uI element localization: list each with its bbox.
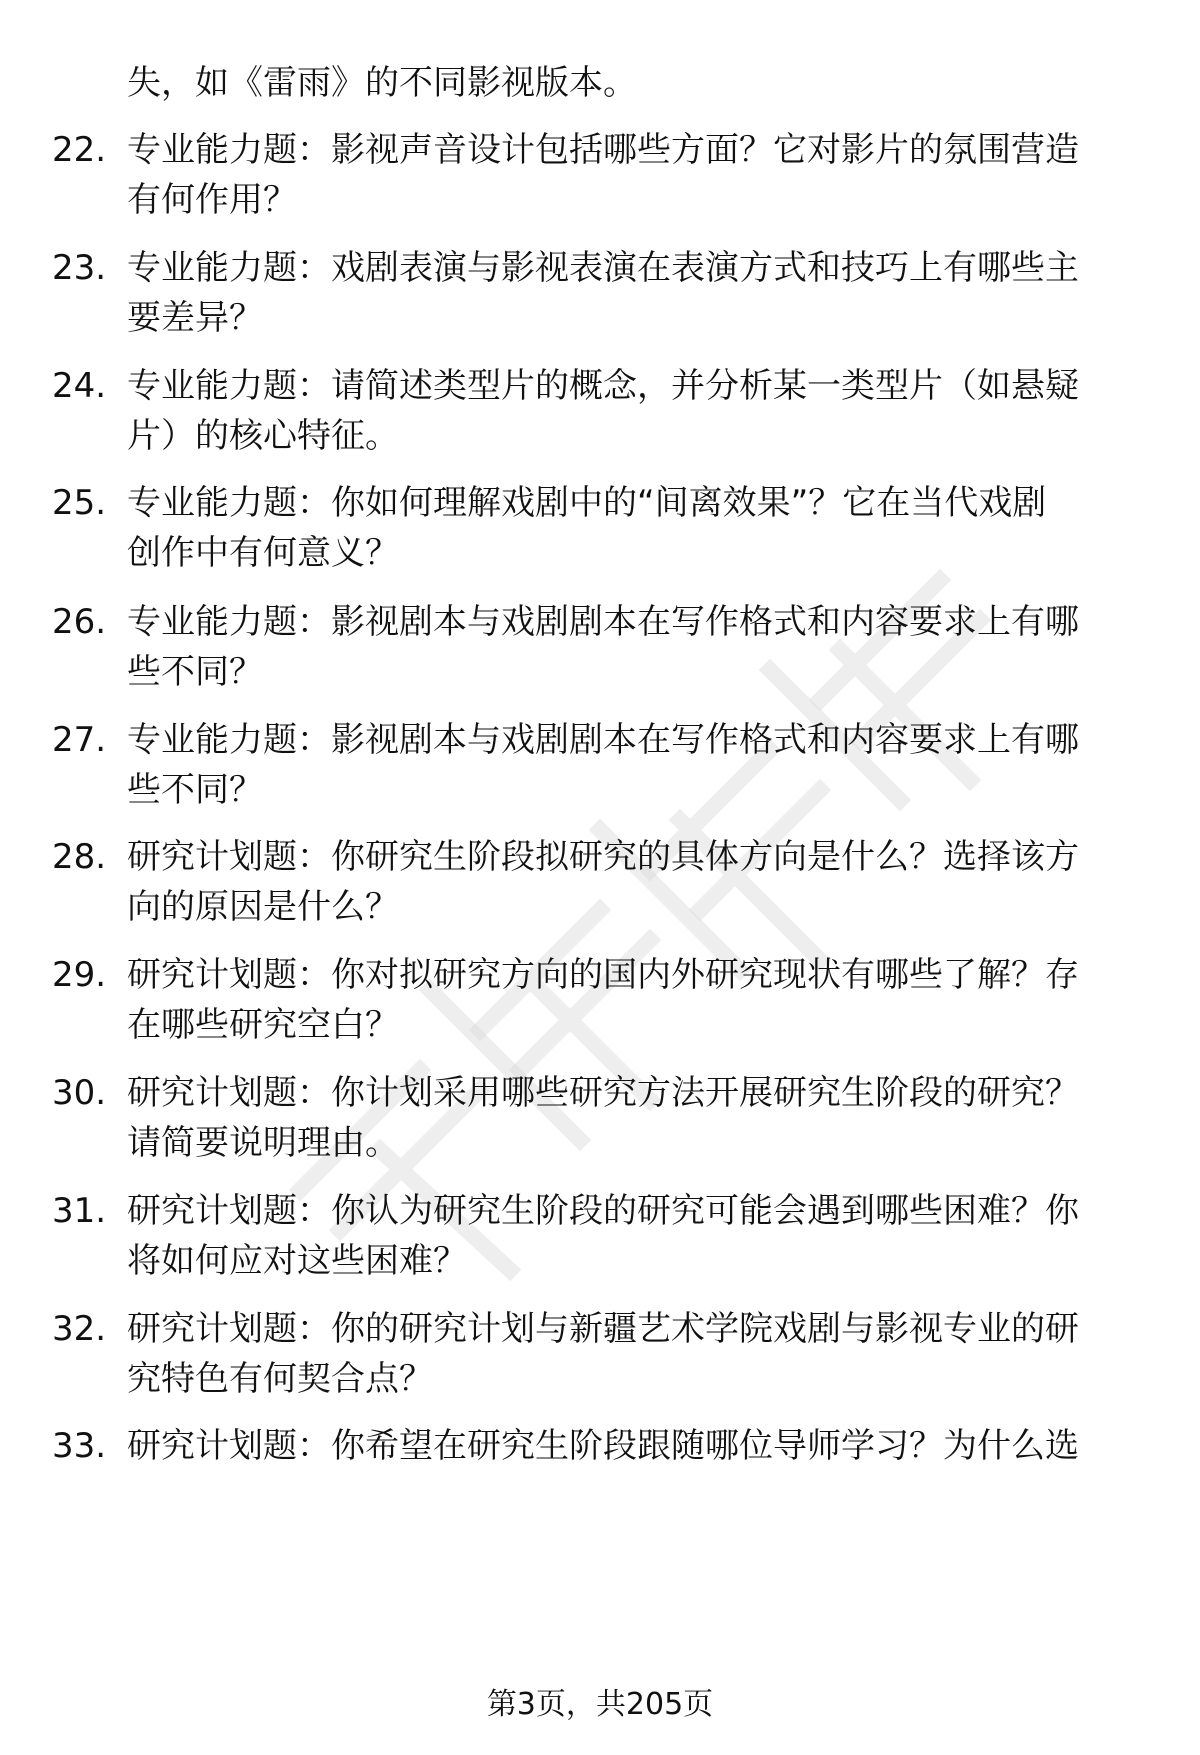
list-item: [52, 1186, 1142, 1286]
item-text: [127, 715, 1142, 815]
list-item: [52, 597, 1142, 697]
item-number: 22.: [52, 130, 107, 170]
item-text-line: 向的原因是什么？: [127, 887, 399, 927]
item-text: [127, 1068, 1142, 1168]
item-number: 32.: [52, 1309, 107, 1349]
item-text-line: 些不同？: [127, 652, 263, 692]
item-text-line: 专业能力题：影视剧本与戏剧剧本在写作格式和内容要求上有哪: [127, 602, 1079, 642]
page-number-footer: 第3页，共205页: [486, 1687, 714, 1722]
item-number: 33.: [52, 1426, 107, 1466]
item-text: [127, 243, 1142, 343]
item-number: 31.: [52, 1191, 107, 1231]
item-text: [127, 125, 1142, 225]
item-number: 23.: [52, 248, 107, 288]
item-text-line: 专业能力题：影视剧本与戏剧剧本在写作格式和内容要求上有哪: [127, 720, 1079, 760]
list-item: [52, 950, 1142, 1050]
item-number: 25.: [52, 483, 107, 523]
item-text-line: 研究计划题：你计划采用哪些研究方法开展研究生阶段的研究？: [127, 1073, 1079, 1113]
item-number: 24.: [52, 366, 107, 406]
item-text-line: 专业能力题：戏剧表演与影视表演在表演方式和技巧上有哪些主: [127, 248, 1079, 288]
item-text-line: 创作中有何意义？: [127, 533, 399, 573]
item-text-line: 要差异？: [127, 298, 263, 338]
item-text-line: 专业能力题：请简述类型片的概念，并分析某一类型片（如悬疑: [127, 366, 1079, 406]
item-text-line: 研究计划题：你研究生阶段拟研究的具体方向是什么？选择该方: [127, 837, 1079, 877]
item-text-line: 专业能力题：你如何理解戏剧中的“间离效果”？它在当代戏剧: [127, 483, 1047, 523]
item-text: [127, 361, 1142, 461]
item-number: 28.: [52, 837, 107, 877]
continuation-text: 失，如《雷雨》的不同影视版本。: [127, 63, 637, 103]
item-number: 27.: [52, 720, 107, 760]
list-item: [52, 361, 1142, 461]
list-item: [52, 125, 1142, 225]
list-item: [52, 832, 1142, 932]
item-text: [127, 1304, 1142, 1404]
item-text: [127, 832, 1142, 932]
item-number: 29.: [52, 955, 107, 995]
item-text-line: 在哪些研究空白？: [127, 1005, 399, 1045]
list-item: [52, 715, 1142, 815]
item-text-line: 有何作用？: [127, 180, 297, 220]
item-text-line: 研究计划题：你认为研究生阶段的研究可能会遇到哪些困难？你: [127, 1191, 1079, 1231]
list-item: [52, 1304, 1142, 1404]
list-item: [52, 1421, 1142, 1471]
item-text: [127, 1186, 1142, 1286]
item-text: [127, 597, 1142, 697]
item-number: 30.: [52, 1073, 107, 1113]
item-text-line: 究特色有何契合点？: [127, 1359, 433, 1399]
item-text-line: 研究计划题：你希望在研究生阶段跟随哪位导师学习？为什么选: [127, 1426, 1079, 1466]
list-item: [52, 478, 1142, 578]
item-text: [127, 950, 1142, 1050]
list-item: [52, 243, 1142, 343]
item-text: [127, 1421, 1142, 1471]
item-text: [127, 478, 1142, 578]
item-text-line: 请简要说明理由。: [127, 1123, 399, 1163]
item-text-line: 片）的核心特征。: [127, 416, 399, 456]
list-item: [52, 1068, 1142, 1168]
item-number: 26.: [52, 602, 107, 642]
item-text-line: 将如何应对这些困难？: [127, 1241, 467, 1281]
item-text-line: 些不同？: [127, 770, 263, 810]
item-text-line: 研究计划题：你的研究计划与新疆艺术学院戏剧与影视专业的研: [127, 1309, 1079, 1349]
item-text-line: 研究计划题：你对拟研究方向的国内外研究现状有哪些了解？存: [127, 955, 1079, 995]
item-text-line: 专业能力题：影视声音设计包括哪些方面？它对影片的氛围营造: [127, 130, 1079, 170]
